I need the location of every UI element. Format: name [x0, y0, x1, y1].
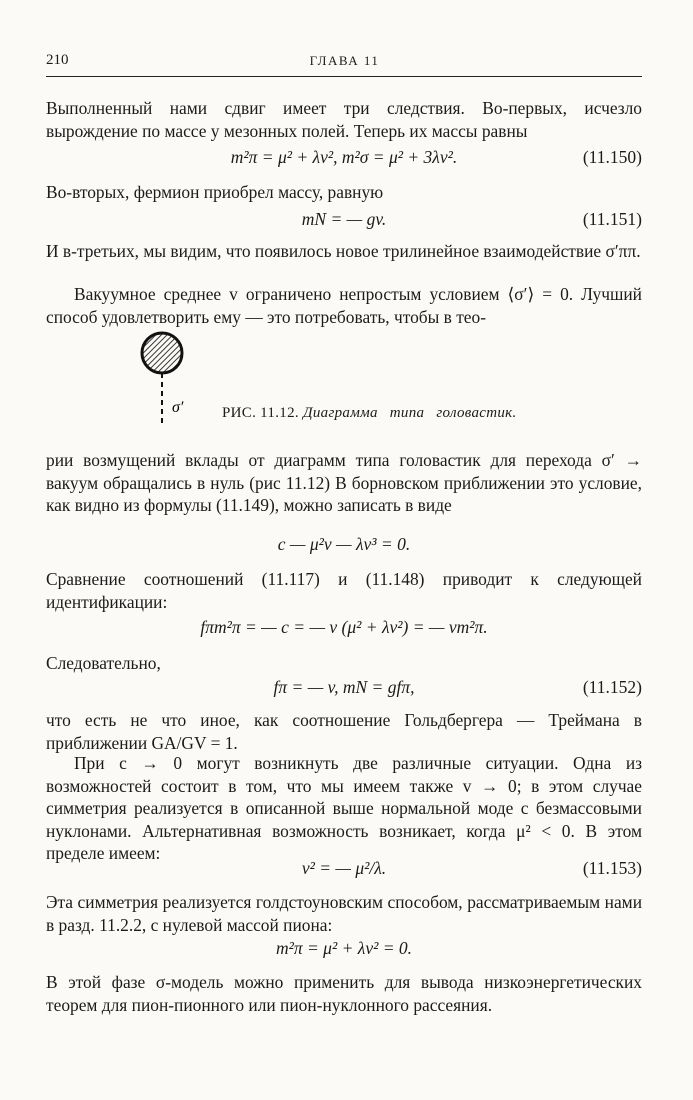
equation-number: (11.151) [582, 209, 642, 229]
equation-11-152 [46, 677, 642, 701]
caption-text: Диаграмма типа головастик. [303, 405, 517, 421]
tadpole-loop [142, 333, 182, 373]
equation-formula: v² = — μ²/λ. [301, 858, 387, 878]
equation-formula: mN = — gv. [301, 209, 387, 229]
paragraph-two-situations: При c → 0 могут возникнуть две различные ситуации. Одна из возможностей состоит в том, что мы имеем также v → 0; в этом случае симметрия реализуется в описанной выше нормальной моде с безмассовыми нуклонами. Альтернативная возможность возникает, когда μ² < 0. В этом пределе имеем: [46, 753, 642, 863]
equation-11-153 [46, 858, 642, 882]
paragraph-sigma-model: В этой фазе σ-модель можно применить для вывода низкоэнергетических теорем для пион-пионного или пион-нуклонного рассеяния. [46, 972, 642, 1015]
equation-number: (11.152) [582, 677, 642, 697]
tadpole-diagram [130, 326, 220, 436]
equation-pion-mass [46, 938, 642, 962]
page-header [46, 52, 643, 74]
equation-identification [46, 617, 642, 641]
equation-condition [46, 534, 642, 558]
equation-formula: m²π = μ² + λv², m²σ = μ² + 3λv². [230, 147, 458, 167]
equation-11-151 [46, 209, 642, 233]
sigma-prime-label: σ′ [172, 399, 184, 416]
figure-caption [222, 405, 517, 422]
paragraph-fermion-mass: Во-вторых, фермион приобрел массу, равную [46, 182, 384, 202]
equation-number: (11.153) [582, 858, 642, 878]
page-number: 210 [46, 52, 69, 68]
equation-formula: m²π = μ² + λv² = 0. [275, 938, 413, 958]
equation-formula: fπ = — v, mN = gfπ, [273, 677, 415, 697]
paragraph-perturbation: рии возмущений вклады от диаграмм типа головастик для перехода σ′ → вакуум обращались в нуль (рис 11.12) В борновском приближении это условие, как видно из формулы (11.149), можно записать в виде [46, 450, 642, 515]
equation-formula: c — μ²v — λv³ = 0. [277, 534, 411, 554]
paragraph-vacuum: Вакуумное среднее v ограничено непростым условием ⟨σ′⟩ = 0. Лучший способ удовлетворить ему — это потребовать, чтобы в тео- [46, 284, 642, 327]
equation-number: (11.150) [582, 147, 642, 167]
equation-formula: fπm²π = — c = — v (μ² + λv²) = — vm²π. [200, 617, 488, 637]
paragraph-comparison: Сравнение соотношений (11.117) и (11.148) приводит к следующей идентификации: [46, 569, 642, 612]
paragraph-goldstone: Эта симметрия реализуется голдстоуновским способом, рассматриваемым нами в разд. 11.2.2, с нулевой массой пиона: [46, 892, 642, 935]
paragraph-consequences: Выполненный нами сдвиг имеет три следствия. Во-первых, исчезло вырождение по массе у мезонных полей. Теперь их массы равны [46, 98, 642, 141]
header-rule [46, 76, 642, 77]
paragraph-trilinear: И в-третьих, мы видим, что появилось новое трилинейное взаимодействие σ′ππ. [46, 241, 641, 261]
chapter-title: ГЛАВА 11 [309, 53, 380, 68]
equation-11-150 [46, 147, 642, 171]
caption-label: РИС. 11.12. [222, 405, 299, 421]
paragraph-goldberger: что есть не что иное, как соотношение Гольдбергера — Треймана в приближении GA/GV = 1. [46, 710, 642, 753]
paragraph-therefore: Следовательно, [46, 653, 161, 673]
